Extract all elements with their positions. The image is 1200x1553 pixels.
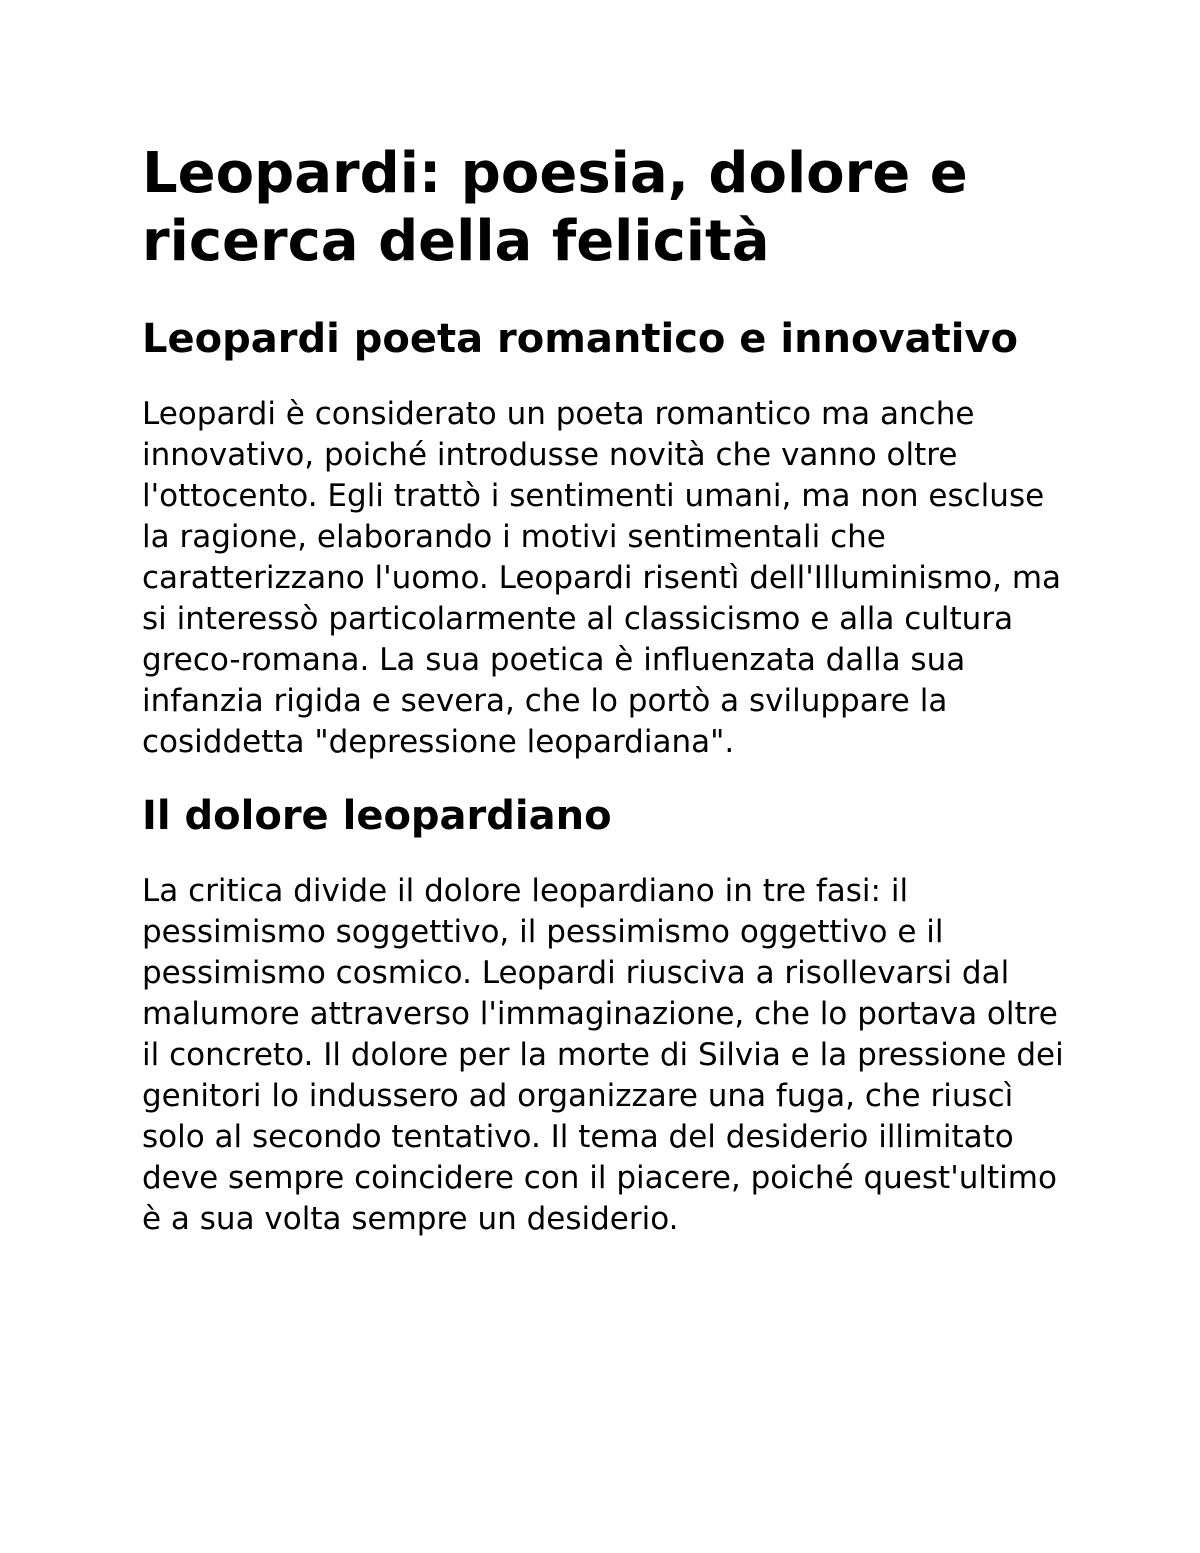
section-romantic-poet [142, 312, 1072, 763]
section-heading: Leopardi poeta romantico e innovativo [142, 316, 1018, 362]
document-title: Leopardi: poesia, dolore e ricerca della felicità [142, 141, 968, 274]
document-page [142, 140, 1072, 1240]
section-leopardian-pain [142, 789, 1072, 1240]
section-paragraph: La critica divide il dolore leopardiano in tre fasi: il pessimismo soggettivo, il pessimismo oggettivo e il pessimismo cosmico. Leopardi riusciva a risollevarsi dal malumore attraverso l'immaginazione, che lo portava oltre il concreto. Il dolore per la morte di Silvia e la pressione dei genitori lo indussero ad organizzare una fuga, che riuscì solo al secondo tentativo. Il tema del desiderio illimitato deve sempre coincidere con il piacere, poiché quest'ultimo è a sua volta sempre un desiderio. [142, 873, 1064, 1237]
section-paragraph: Leopardi è considerato un poeta romantico ma anche innovativo, poiché introdusse novità che vanno oltre l'ottocento. Egli trattò i sentimenti umani, ma non escluse la ragione, elaborando i motivi sentimentali che caratterizzano l'uomo. Leopardi risentì dell'Illuminismo, ma si interessò particolarmente al classicismo e alla cultura greco-romana. La sua poetica è influenzata dalla sua infanzia rigida e severa, che lo portò a sviluppare la cosiddetta "depressione leopardiana". [142, 396, 1062, 760]
section-heading: Il dolore leopardiano [142, 793, 612, 839]
